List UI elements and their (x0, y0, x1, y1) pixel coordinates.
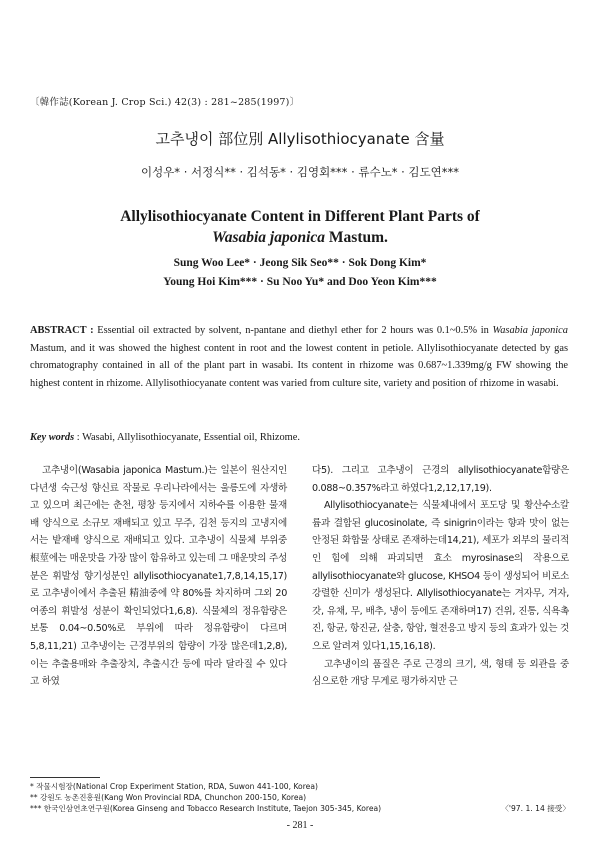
keywords (30, 432, 568, 443)
english-title-line1: Allylisothiocyanate Content in Different Plant Parts of (120, 208, 480, 225)
keywords-label: Key words (30, 432, 75, 443)
abstract-species: Wasabia japonica (492, 325, 568, 336)
abstract-text-1: Essential oil extracted by solvent, n-pantane and diethyl ether for 2 hours was 0.1~0.5% in (93, 325, 493, 336)
paragraph: 다5). 그리고 고추냉이 근경의 allylisothiocyanate함량은 0.088~0.357%라고 하였다1,2,12,17,19). (312, 465, 569, 494)
english-authors-line2: Young Hoi Kim*** · Su Noo Yu* and Doo Yeon Kim*** (163, 276, 437, 288)
footnote: *** 한국인삼연초연구원(Korea Ginseng and Tobacco Research Institute, Taejon 305-345, Korea) (30, 804, 382, 813)
abstract (30, 322, 568, 392)
footnote-divider (30, 777, 100, 778)
abstract-label: ABSTRACT : (30, 325, 94, 336)
paragraph: 고추냉이(Wasabia japonica Mastum.)는 일본이 원산지인 다년생 숙근성 향신료 작물로 우리나라에서는 울릉도에 자생하고 있으며 최근에는 춘천, 평창 등지에서 지하수를 이용한 물재배 양식으로 소규모 재배되고 있고 무주, 김천 등지의 고냉지에서는 밭재배 양식으로 재배되고 있다. 고추냉이 식물체 부위중 根莖에는 매운맛을 가장 많이 함유하고 있는데 그 매운맛의 주성분은 휘발성 향기성분인 allylisothiocyanate1,7,8,14,15,17)로 고추냉이에서 추출된 精油중에 약 80%를 차지하며 그외 20여종의 휘발성 성분이 확인되었다1,6,8). 식물체의 정유함량은 보통 0.04~0.50%로 부위에 따라 정유함량이 다르며5,8,11,21) 고추냉이는 근경부위의 함량이 가장 많은데1,2,8), 이는 추출용매와 추출장치, 추출시간 등에 따라 달라질 수 있다고 하였 (30, 465, 287, 688)
footnotes (30, 781, 570, 814)
journal-reference: 〔韓作誌(Korean J. Crop Sci.) 42(3) : 281~285(1997)〕 (30, 97, 300, 108)
body-column-left (30, 462, 287, 691)
footnote-row (30, 803, 570, 814)
footnote: * 작물시험장(National Crop Experiment Station, RDA, Suwon 441-100, Korea) (30, 782, 318, 791)
paragraph: 고추냉이의 품질은 주로 근경의 크기, 색, 형태 등 외관을 중심으로한 개당 무게로 평가하지만 근 (312, 658, 569, 688)
page-number: - 281 - (286, 820, 314, 831)
korean-authors: 이성우* · 서정식** · 김석동* · 김영회*** · 류수노* · 김도연*** (140, 165, 460, 179)
species-author: Mastum. (325, 229, 388, 246)
footnote: ** 강원도 농촌진흥원(Kang Won Provincial RDA, Chunchon 200-150, Korea) (30, 793, 307, 802)
paragraph: Allylisothiocyanate는 식물체내에서 포도당 및 황산수소칼륨과 결합된 glucosinolate, 즉 sinigrin이라는 향과 맛이 없는 안정된 화합물 상태로 존재하는데14,21), 세포가 외부의 물리적인 힘에 의해 파괴되면 효소 myrosinase의 작용으로 allylisothiocyanate와 glucose, KHSO4 등이 생성되어 비로소 강렬한 신미가 생성된다. Allylisothiocyanate는 겨자무, 겨자, 갓, 유채, 무, 배추, 냉이 등에도 존재하며17) 건위, 진통, 식욕촉진, 항균, 항진균, 살충, 항암, 혈전응고 방지 등의 효과가 있는 것으로 알려져 있다1,15,16,18). (312, 500, 569, 652)
keywords-text: : Wasabi, Allylisothiocyanate, Essential oil, Rhizome. (74, 432, 300, 443)
english-authors-line1: Sung Woo Lee* · Jeong Sik Seo** · Sok Dong Kim* (173, 257, 427, 269)
english-authors (0, 254, 600, 292)
abstract-text-2: Mastum, and it was showed the highest content in root and the lowest content in petiole. Allylisothiocyanate detected by gas chromatography contained in all of the plant part in wasabi. Its content in rhizome was 0.687~1.339mg/g FW showing the highest content in rhizome. Allylisothiocyanate content was varied from culture site, variety and position of rhizome in wasabi. (30, 342, 568, 389)
species-name: Wasabia japonica (212, 229, 326, 246)
english-title (0, 206, 600, 248)
received-date: 〈'97. 1. 14 接受〉 (501, 804, 570, 813)
english-title-line2 (0, 227, 600, 248)
korean-title: 고추냉이 部位別 Allylisothiocyanate 含量 (155, 130, 445, 148)
body-column-right (312, 462, 569, 691)
